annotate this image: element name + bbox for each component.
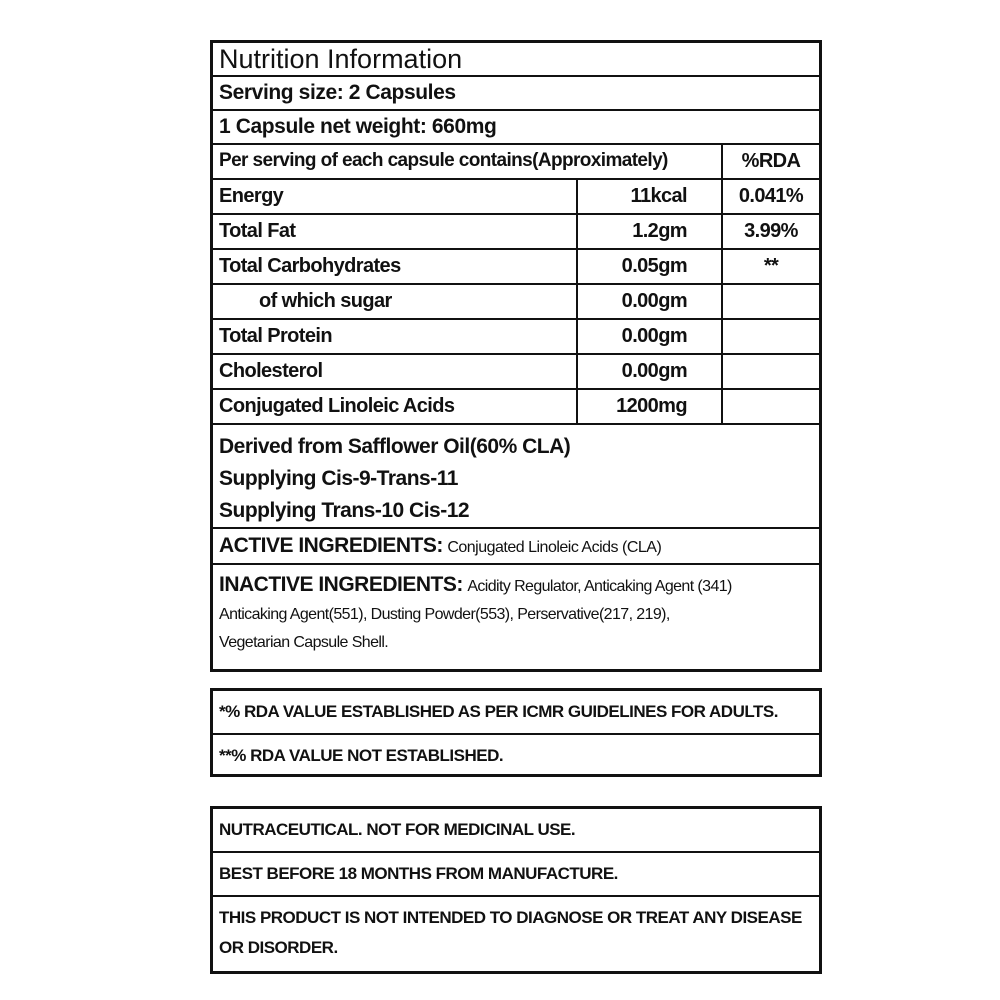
nutrient-rda: 0.041% (738, 185, 804, 207)
derived-line: Supplying Trans-10 Cis-12 (219, 499, 470, 522)
derived-line: Supplying Cis-9-Trans-11 (219, 467, 458, 490)
nutrient-amount: 0.00gm (578, 320, 723, 353)
serving-size: Serving size: 2 Capsules (213, 77, 819, 111)
table-row (213, 355, 819, 390)
nutrient-rda (723, 320, 819, 353)
nutrient-name: Total Protein (213, 320, 578, 353)
header-rda: %RDA (741, 150, 801, 172)
warning-line: THIS PRODUCT IS NOT INTENDED TO DIAGNOSE OR TREAT ANY DISEASE OR DISORDER. (219, 908, 802, 957)
table-row (213, 215, 819, 250)
inactive-ingredients (213, 565, 819, 683)
rda-notes (210, 688, 822, 777)
rda-note: *% RDA VALUE ESTABLISHED AS PER ICMR GUIDELINES FOR ADULTS. (213, 691, 819, 735)
nutrient-rda: 3.99% (744, 220, 798, 242)
table-row (213, 285, 819, 320)
derived-line: Derived from Safflower Oil(60% CLA) (219, 435, 571, 458)
warning-line: BEST BEFORE 18 MONTHS FROM MANUFACTURE. (213, 853, 819, 897)
nutrient-name: Energy (213, 180, 578, 213)
active-ingredients (213, 529, 819, 565)
inactive-ingredients-line: Anticaking Agent(551), Dusting Powder(553), Perservative(217, 219), (219, 606, 670, 623)
nutrient-rda (723, 285, 819, 318)
warning-line: NUTRACEUTICAL. NOT FOR MEDICINAL USE. (213, 809, 819, 853)
nutrient-name: Total Carbohydrates (213, 250, 578, 283)
nutrient-amount: 0.05gm (578, 250, 723, 283)
nutrient-amount: 1200mg (578, 390, 723, 423)
nutrient-amount: 0.00gm (578, 355, 723, 388)
rda-note: **% RDA VALUE NOT ESTABLISHED. (219, 746, 504, 765)
warnings-box (210, 806, 822, 974)
header-label: Per serving of each capsule contains(Approximately) (213, 145, 723, 178)
nutrient-amount: 1.2gm (578, 215, 723, 248)
active-ingredients-value: Conjugated Linoleic Acids (CLA) (447, 539, 662, 556)
nutrient-rda (723, 355, 819, 388)
table-row (213, 180, 819, 215)
nutrition-table (210, 40, 822, 672)
net-weight: 1 Capsule net weight: 660mg (213, 111, 819, 145)
nutrient-name: of which sugar (213, 285, 578, 318)
nutrient-rda: ** (763, 255, 779, 277)
inactive-ingredients-line: Vegetarian Capsule Shell. (219, 634, 389, 651)
table-header-row (213, 145, 819, 180)
active-ingredients-label: ACTIVE INGREDIENTS: (219, 534, 443, 557)
derived-info (213, 425, 819, 529)
table-row (213, 320, 819, 355)
nutrient-name: Total Fat (213, 215, 578, 248)
table-row (213, 250, 819, 285)
inactive-ingredients-label: INACTIVE INGREDIENTS: (219, 573, 463, 596)
nutrient-name: Cholesterol (213, 355, 578, 388)
nutrient-rda (723, 390, 819, 423)
nutrient-name: Conjugated Linoleic Acids (213, 390, 578, 423)
table-row (213, 390, 819, 425)
table-title: Nutrition Information (213, 43, 819, 77)
inactive-ingredients-line: Acidity Regulator, Anticaking Agent (341) (467, 578, 732, 595)
nutrient-amount: 11kcal (578, 180, 723, 213)
nutrient-amount: 0.00gm (578, 285, 723, 318)
